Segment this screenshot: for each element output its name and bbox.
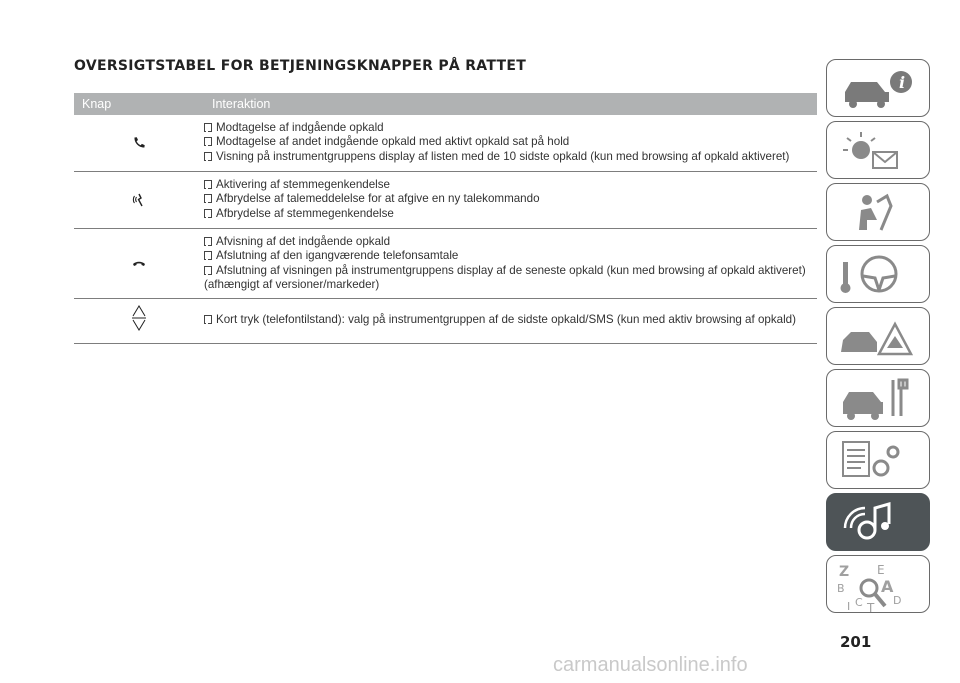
alphabetical-index-icon bbox=[837, 562, 921, 614]
table-header bbox=[74, 93, 817, 115]
bullet-icon bbox=[204, 152, 212, 161]
controls-table bbox=[74, 93, 817, 344]
tab-warning-lights[interactable] bbox=[826, 121, 930, 179]
header-button-column: Knap bbox=[82, 97, 112, 111]
watermark: carmanualsonline.info bbox=[553, 654, 748, 676]
svg-text:C: C bbox=[855, 596, 863, 609]
tab-index[interactable] bbox=[826, 555, 930, 613]
technical-data-icon bbox=[837, 438, 921, 484]
svg-text:I: I bbox=[847, 600, 851, 613]
bullet-icon bbox=[204, 194, 212, 203]
bullet-icon bbox=[204, 123, 212, 132]
page-title: OVERSIGTSTABEL FOR BETJENINGSKNAPPER PÅ RATTET bbox=[74, 58, 527, 74]
page-number: 201 bbox=[840, 633, 872, 651]
phone-hangup-icon bbox=[132, 258, 146, 268]
svg-text:Z: Z bbox=[839, 564, 850, 580]
car-emergency-icon bbox=[837, 314, 921, 360]
chapter-sidebar bbox=[826, 0, 960, 683]
phone-answer-icon bbox=[132, 136, 146, 150]
list-item: Modtagelse af andet indgående opkald med aktivt opkald sat på hold bbox=[204, 135, 817, 149]
table-row bbox=[74, 299, 817, 344]
bullet-icon bbox=[204, 180, 212, 189]
interaction-cell bbox=[204, 178, 817, 221]
bullet-icon bbox=[204, 237, 212, 246]
header-interaction-column: Interaktion bbox=[212, 97, 271, 111]
svg-text:E: E bbox=[877, 563, 885, 577]
button-cell bbox=[74, 235, 204, 291]
button-cell bbox=[74, 178, 204, 221]
safety-airbag-icon bbox=[837, 190, 921, 236]
list-item: Afbrydelse af stemmegenkendelse bbox=[204, 207, 817, 221]
tab-multimedia[interactable] bbox=[826, 493, 930, 551]
multimedia-icon bbox=[837, 500, 921, 546]
table-row bbox=[74, 115, 817, 172]
list-item: Visning på instrumentgruppens display af listen med de 10 sidste opkald (kun med browsing af opkald aktiveret) bbox=[204, 150, 817, 164]
button-cell bbox=[74, 121, 204, 164]
bullet-icon bbox=[204, 137, 212, 146]
bullet-icon bbox=[204, 209, 212, 218]
tab-starting-driving[interactable] bbox=[826, 245, 930, 303]
car-maintenance-icon bbox=[837, 376, 921, 422]
bullet-icon bbox=[204, 315, 212, 324]
interaction-cell bbox=[204, 313, 817, 336]
bullet-icon bbox=[204, 251, 212, 260]
bullet-icon bbox=[204, 266, 212, 275]
button-cell bbox=[74, 305, 204, 336]
warning-lights-message-icon bbox=[837, 128, 921, 174]
tab-emergency[interactable] bbox=[826, 307, 930, 365]
list-item: Afvisning af det indgående opkald bbox=[204, 235, 817, 249]
svg-text:D: D bbox=[893, 594, 902, 607]
svg-text:T: T bbox=[867, 601, 875, 614]
list-item: Afbrydelse af talemeddelelse for at afgive en ny talekommando bbox=[204, 192, 817, 206]
interaction-cell bbox=[204, 235, 817, 291]
list-item: Afslutning af den igangværende telefonsamtale bbox=[204, 249, 817, 263]
table-row bbox=[74, 172, 817, 229]
svg-text:A: A bbox=[881, 577, 894, 596]
svg-text:B: B bbox=[837, 582, 845, 595]
tab-car-info[interactable] bbox=[826, 59, 930, 117]
list-item: Kort tryk (telefontilstand): valg på instrumentgruppen af de sidste opkald/SMS (kun med aktiv browsing af opkald) bbox=[204, 313, 817, 327]
car-info-icon bbox=[837, 66, 921, 112]
key-steering-wheel-icon bbox=[837, 252, 921, 298]
up-down-arrows-icon bbox=[131, 305, 147, 331]
tab-maintenance[interactable] bbox=[826, 369, 930, 427]
table-row bbox=[74, 229, 817, 299]
list-item: Afslutning af visningen på instrumentgruppens display af de seneste opkald (kun med browsing af opkald aktiveret) (afhængigt af versioner/markeder) bbox=[204, 263, 806, 291]
interaction-cell bbox=[204, 121, 817, 164]
tab-technical-data[interactable] bbox=[826, 431, 930, 489]
voice-command-icon bbox=[131, 192, 147, 208]
list-item: Aktivering af stemmegenkendelse bbox=[204, 178, 817, 192]
list-item: Modtagelse af indgående opkald bbox=[204, 121, 817, 135]
svg-text:i: i bbox=[899, 73, 906, 92]
tab-safety[interactable] bbox=[826, 183, 930, 241]
